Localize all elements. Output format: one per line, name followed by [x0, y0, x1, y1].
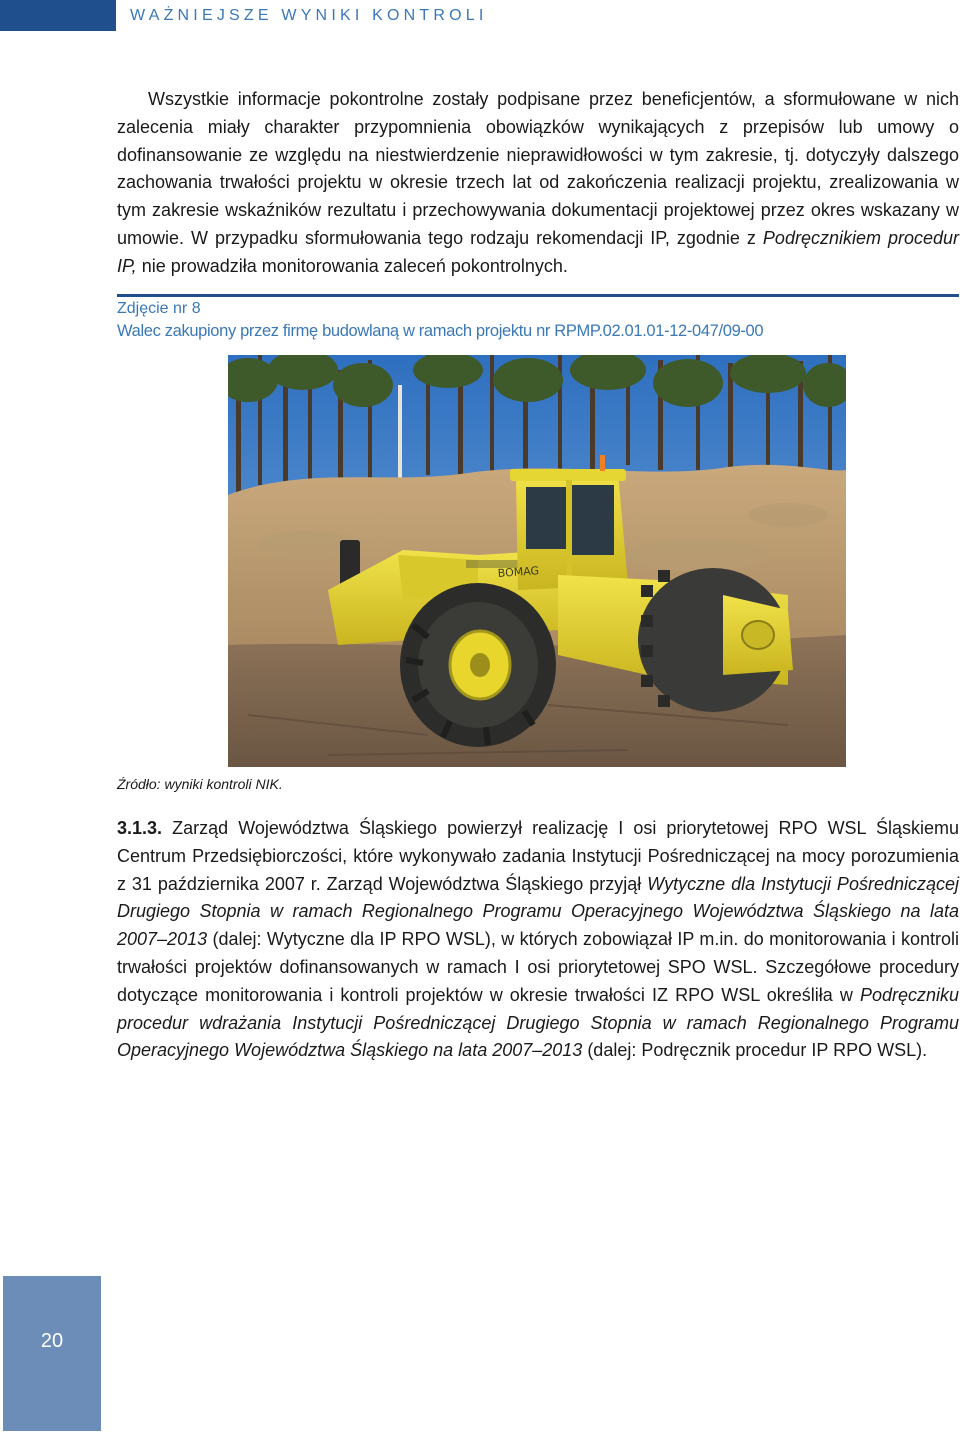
section-number: 3.1.3. [117, 818, 163, 838]
section-text-c: (dalej: Podręcznik procedur IP RPO WSL). [582, 1040, 928, 1061]
section-header-title: WAŻNIEJSZE WYNIKI KONTROLI [130, 7, 488, 24]
road-roller-photo [228, 355, 846, 767]
roller-brand-text: BOMAG [497, 564, 540, 580]
header-color-block [0, 0, 116, 31]
figure-source: Źródło: wyniki kontroli NIK. [117, 776, 283, 792]
paragraph-post-inspection [117, 86, 959, 281]
section-italic-guidelines: Wytyczne dla Instytucji Pośredniczącej Drugiego Stopnia w ramach Regionalnego Programu Operacyjnego Województwa Śląskiego na lata 2007–2013 [117, 873, 959, 950]
paragraph-text-a: Wszystkie informacje pokontrolne zostały podpisane przez beneficjentów, a sformułowane w nich zalecenia miały charakter przypomnienia obowiązków wynikających z przepisów lub umowy o dofinansowanie ze względu na niestwierdzenie nieprawidłowości w tym zakresie, tj. dotyczyły dalszego zachowania trwałości projektu w okresie trzech lat od zakończenia realizacji projektu, zrealizowania w tym zakresie wskaźników rezultatu i przechowywania dokumentacji projektowej przez okres wskazany w umowie. W przypadku sformułowania tego rodzaju rekomendacji IP, zgodnie z [117, 89, 959, 248]
section-text-a: Zarząd Województwa Śląskiego powierzył realizację I osi priorytetowej RPO WSL Śląskiemu Centrum Przedsiębiorczości, które wykonywało zadania Instytucji Pośredniczącej na mocy porozumienia z 31 października 2007 r. Zarząd Województwa Śląskiego przyjął [117, 818, 959, 894]
section-3-1-3 [117, 815, 959, 1065]
figure-top-rule [117, 294, 959, 297]
page-number: 20 [40, 1330, 64, 1352]
paragraph-text-b: nie prowadziła monitorowania zaleceń pokontrolnych. [136, 255, 568, 276]
section-italic-manual: Podręczniku procedur wdrażania Instytucji Pośredniczącej Drugiego Stopnia w ramach Regionalnego Programu Operacyjnego Województwa Śląskiego na lata 2007–2013 [117, 984, 959, 1061]
figure-title: Walec zakupiony przez firmę budowlaną w ramach projektu nr RPMP.02.01.01-12-047/09-00 [117, 322, 764, 340]
section-text-b: (dalej: Wytyczne dla IP RPO WSL), w których zobowiązał IP m.in. do monitorowania i kontroli trwałości projektów dofinansowanych w ramach I osi priorytetowej SPO WSL. Szczegółowe procedury dotyczące monitorowania i kontroli projektów w okresie trwałości IZ RPO WSL określiła w [117, 929, 959, 1005]
paragraph-italic-ref: Podręcznikiem procedur IP, [117, 227, 960, 276]
figure-label: Zdjęcie nr 8 [117, 300, 201, 317]
page-number-box [3, 1276, 101, 1431]
